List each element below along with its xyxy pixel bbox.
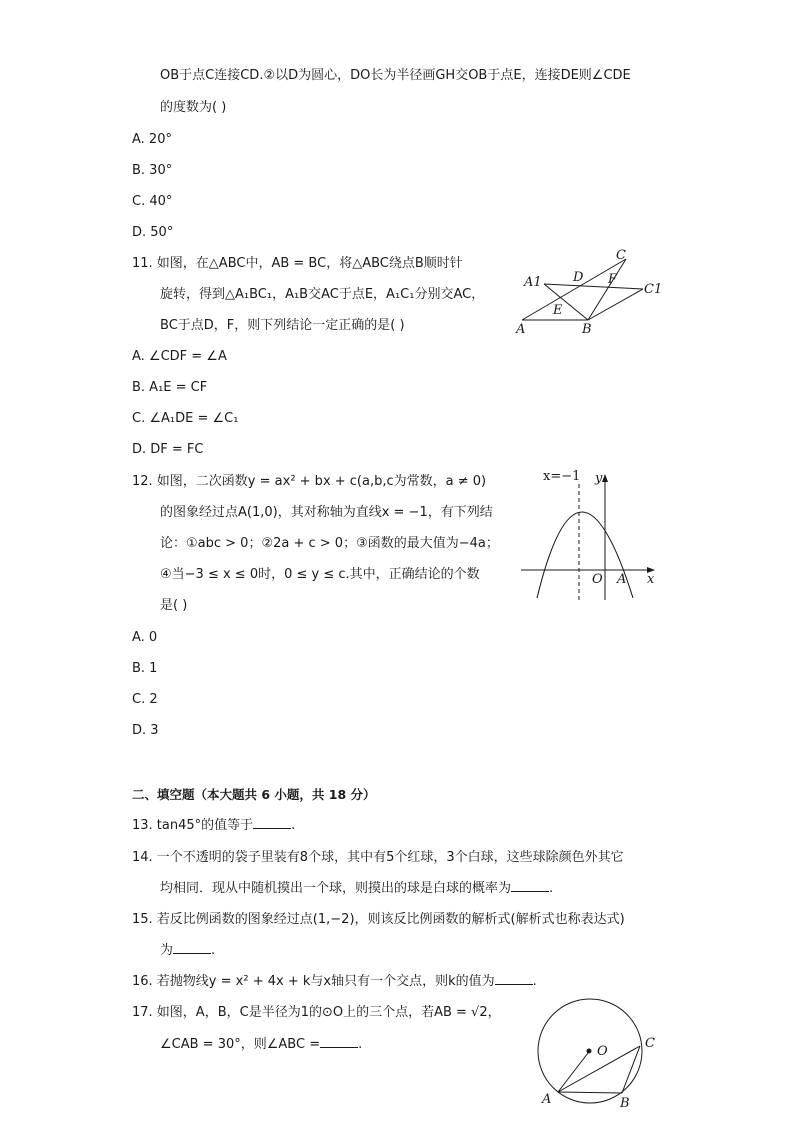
q17-answer-blank[interactable] <box>320 1035 358 1048</box>
q13-stem-end: . <box>291 818 296 833</box>
section-title: 二、填空题（本大题共 6 小题，共 18 分） <box>132 787 376 802</box>
q17-stem-end: . <box>358 1037 363 1052</box>
q13-stem: 13. tan45°的值等于 <box>132 818 254 833</box>
label-c: C <box>645 1036 655 1051</box>
q16-answer-blank[interactable] <box>495 972 533 985</box>
label-o: O <box>597 1044 608 1059</box>
y-axis-arrow <box>602 474 608 482</box>
q14-line2 <box>160 879 553 899</box>
q10-option-c: C. 40° <box>132 194 173 209</box>
symmetry-axis-label: x=−1 <box>543 469 581 484</box>
q12-stem-line1: 12. 如图，二次函数y = ax² + bx + c(a,b,c为常数，a ≠ 0) <box>132 474 487 489</box>
q11-option-b: B. A₁E = CF <box>132 380 208 395</box>
segment-bc1 <box>588 289 643 320</box>
q10-option-b: B. 30° <box>132 163 173 178</box>
segment-a1b <box>544 284 588 320</box>
q14-stem-end: . <box>549 881 554 896</box>
segment-bc <box>588 259 626 320</box>
q11-triangle-figure <box>510 245 670 340</box>
label-c: C <box>616 248 626 263</box>
q11-option-c: C. ∠A₁DE = ∠C₁ <box>132 411 239 426</box>
label-a1: A1 <box>524 275 542 290</box>
q13-line <box>132 816 295 836</box>
q10-stem-line2: 的度数为( ) <box>160 100 227 115</box>
q14-stem-line2: 均相同．现从中随机摸出一个球，则摸出的球是白球的概率为 <box>160 881 512 896</box>
label-c1: C1 <box>644 282 663 297</box>
q11-option-d: D. DF = FC <box>132 442 204 457</box>
label-b: B <box>620 1096 630 1111</box>
q10-option-a: A. 20° <box>132 132 172 147</box>
q15-stem-line1: 15. 若反比例函数的图象经过点(1,−2)，则该反比例函数的解析式(解析式也称表达式) <box>132 912 625 927</box>
label-d: D <box>573 270 584 285</box>
label-o: O <box>592 572 603 587</box>
chord-ab <box>558 1092 622 1093</box>
label-x: x <box>647 572 655 587</box>
q17-circle-figure <box>530 995 670 1115</box>
q16-line <box>132 972 537 992</box>
q10-stem-line1: OB于点C连接CD.②以D为圆心，DO长为半径画GH交OB于点E，连接DE则∠CDE <box>160 68 631 83</box>
q11-stem-line3: BC于点D，F，则下列结论一定正确的是( ) <box>160 318 405 333</box>
q15-stem-line2: 为 <box>160 943 174 958</box>
q11-stem-line2: 旋转，得到△A₁BC₁，A₁B交AC于点E，A₁C₁分别交AC， <box>160 287 485 302</box>
segment-a1c1 <box>544 284 643 289</box>
q12-stem-line4: ④当−3 ≤ x ≤ 0时，0 ≤ y ≤ c.其中，正确结论的个数 <box>160 567 480 582</box>
q12-option-b: B. 1 <box>132 661 158 676</box>
q15-line2 <box>160 941 215 961</box>
q12-option-c: C. 2 <box>132 692 158 707</box>
q15-answer-blank[interactable] <box>173 941 211 954</box>
q17-stem-line1: 17. 如图，A，B，C是半径为1的⊙O上的三个点，若AB = √2， <box>132 1005 501 1020</box>
label-a: A <box>542 1092 552 1107</box>
q16-stem-end: . <box>532 974 537 989</box>
label-b: B <box>582 322 592 337</box>
label-a: A <box>617 572 627 587</box>
q11-option-a: A. ∠CDF = ∠A <box>132 349 227 364</box>
label-e: E <box>553 303 563 318</box>
q11-stem-line1: 11. 如图，在△ABC中，AB = BC，将△ABC绕点B顺时针 <box>132 256 463 271</box>
q14-stem-line1: 14. 一个不透明的袋子里装有8个球，其中有5个红球，3个白球，这些球除颜色外其它 <box>132 850 624 865</box>
q12-option-d: D. 3 <box>132 723 159 738</box>
label-y: y <box>595 471 603 486</box>
q16-stem: 16. 若抛物线y = x² + 4x + k与x轴只有一个交点，则k的值为 <box>132 974 495 989</box>
q10-option-d: D. 50° <box>132 225 174 240</box>
q15-stem-end: . <box>211 943 216 958</box>
center-point <box>587 1049 592 1054</box>
q14-answer-blank[interactable] <box>511 879 549 892</box>
chord-bc <box>622 1046 640 1093</box>
q12-stem-line5: 是( ) <box>160 598 188 613</box>
q17-stem-line2: ∠CAB = 30°，则∠ABC = <box>160 1037 321 1052</box>
q12-stem-line3: 论：①abc > 0；②2a + c > 0；③函数的最大值为−4a； <box>160 536 499 551</box>
q12-stem-line2: 的图象经过点A(1,0)，其对称轴为直线x = −1，有下列结 <box>160 505 493 520</box>
radius-oa <box>558 1053 588 1092</box>
label-a: A <box>516 322 526 337</box>
label-f: F <box>608 272 618 287</box>
q17-line2 <box>160 1035 362 1055</box>
q12-parabola-figure <box>515 462 665 602</box>
q13-answer-blank[interactable] <box>253 816 291 829</box>
q12-option-a: A. 0 <box>132 630 158 645</box>
